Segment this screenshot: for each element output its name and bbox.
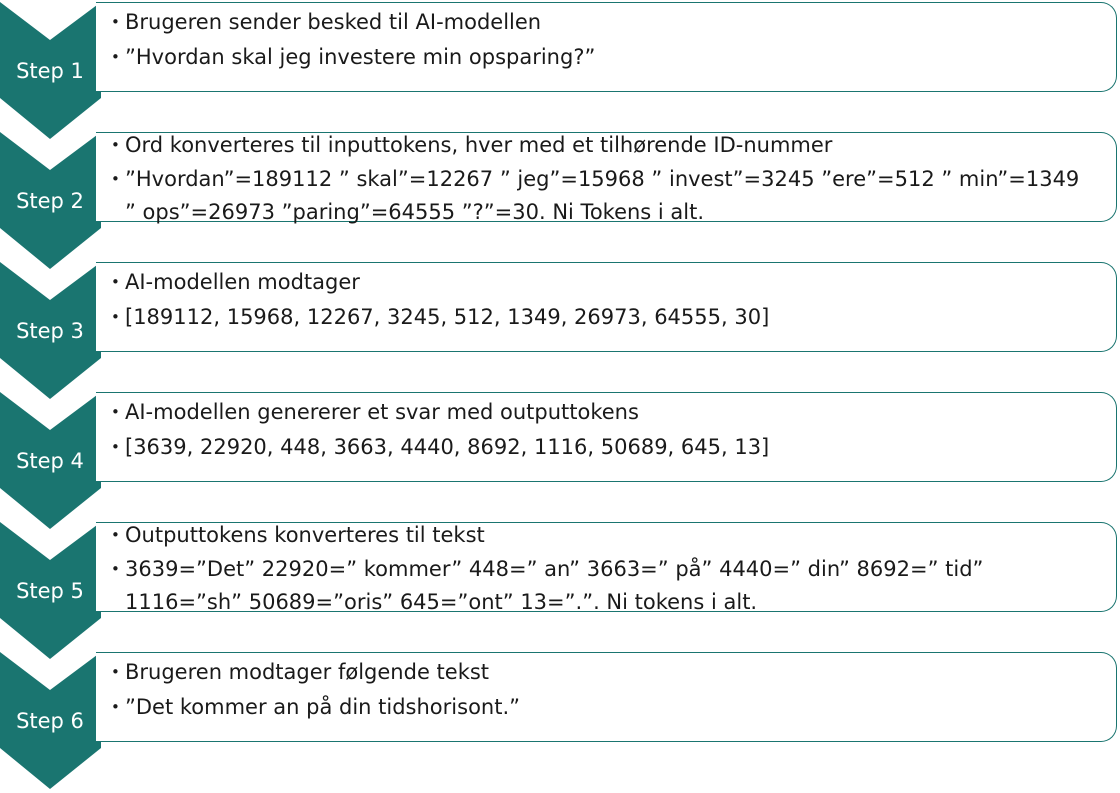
bullet-item: • ”Hvordan”=189112 ” skal”=12267 ” jeg”=15968 ” invest”=3245 ”ere”=512 ” min”=1349 ” ops”=26973 ”paring”=64555 ”?”=30. Ni Tokens i alt. bbox=[111, 163, 1086, 229]
step-label: Step 6 bbox=[16, 709, 84, 733]
bullet-item: • Brugeren modtager følgende tekst bbox=[111, 659, 1086, 686]
step-label: Step 1 bbox=[16, 59, 84, 83]
step-content-box bbox=[96, 132, 1117, 222]
bullet-item: • Brugeren sender besked til AI-modellen bbox=[111, 9, 1086, 36]
bullet-list bbox=[111, 132, 1086, 229]
bullet-item: • Outputtokens konverteres til tekst bbox=[111, 522, 1086, 549]
bullet-list bbox=[111, 522, 1086, 619]
bullet-item: • AI-modellen genererer et svar med outputtokens bbox=[111, 399, 1086, 426]
bullet-list bbox=[111, 9, 1086, 79]
bullet-item: • ”Det kommer an på din tidshorisont.” bbox=[111, 694, 1086, 721]
bullet-item: • 3639=”Det” 22920=” kommer” 448=” an” 3663=” på” 4440=” din” 8692=” tid” 1116=”sh” 50689=”oris” 645=”ont” 13=”.”. Ni tokens i alt. bbox=[111, 553, 1086, 619]
step-content-box bbox=[96, 2, 1117, 92]
step-label: Step 5 bbox=[16, 579, 84, 603]
step-label: Step 2 bbox=[16, 189, 84, 213]
step-label: Step 4 bbox=[16, 449, 84, 473]
bullet-item: • ”Hvordan skal jeg investere min opsparing?” bbox=[111, 44, 1086, 71]
bullet-item: • Ord konverteres til inputtokens, hver med et tilhørende ID-nummer bbox=[111, 132, 1086, 159]
bullet-list bbox=[111, 659, 1086, 729]
step-label: Step 3 bbox=[16, 319, 84, 343]
step-content-box bbox=[96, 262, 1117, 352]
step-content-box bbox=[96, 392, 1117, 482]
bullet-item: • [3639, 22920, 448, 3663, 4440, 8692, 1116, 50689, 645, 13] bbox=[111, 434, 1086, 461]
bullet-item: • AI-modellen modtager bbox=[111, 269, 1086, 296]
step-content-box bbox=[96, 652, 1117, 742]
step-content-box bbox=[96, 522, 1117, 612]
bullet-item: • [189112, 15968, 12267, 3245, 512, 1349, 26973, 64555, 30] bbox=[111, 304, 1086, 331]
bullet-list bbox=[111, 269, 1086, 339]
bullet-list bbox=[111, 399, 1086, 469]
